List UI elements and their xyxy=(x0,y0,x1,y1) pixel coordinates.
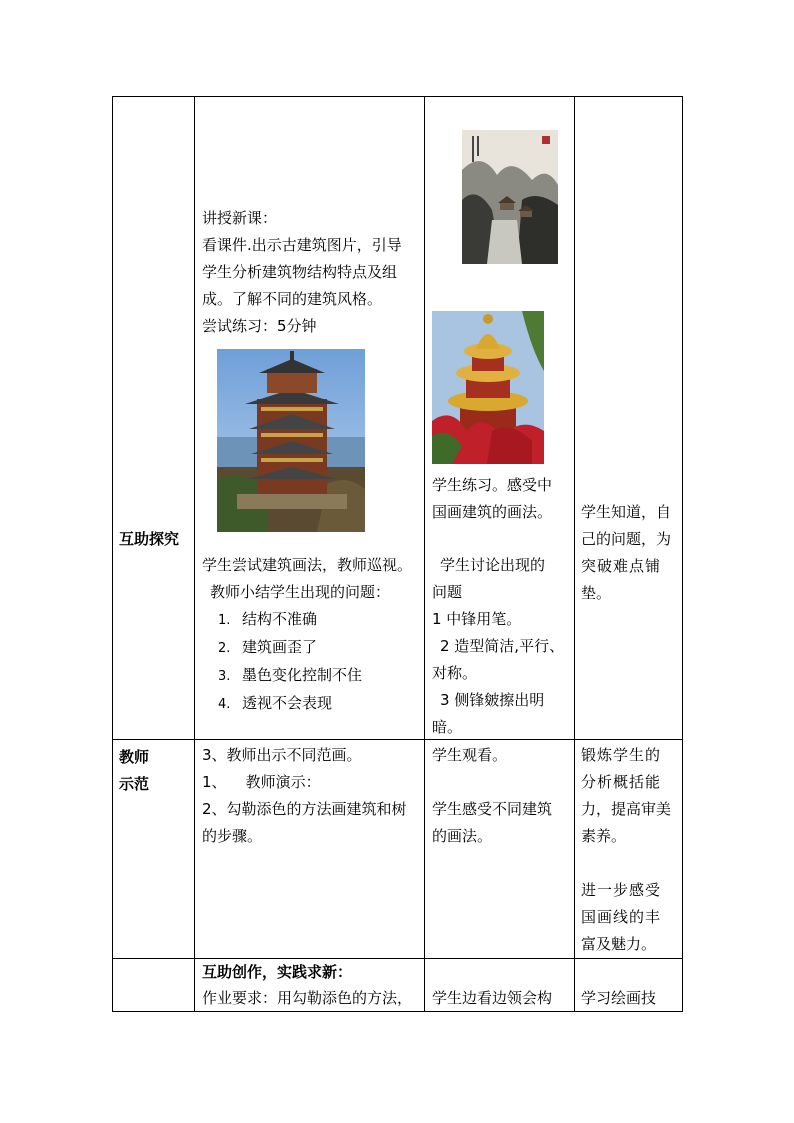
text-line: 的步骤。 xyxy=(202,827,263,845)
text-line: 进一步感受 xyxy=(581,881,662,899)
text-line: 对称。 xyxy=(432,664,478,682)
student-practice-text xyxy=(432,472,552,526)
text-line: 3、教师出示不同范画。 xyxy=(202,746,362,764)
table-row xyxy=(113,740,683,959)
design-intent-text xyxy=(581,499,671,607)
text-line xyxy=(432,769,574,796)
text-line: 1 中锋用笔。 xyxy=(432,610,522,628)
pagoda-photo xyxy=(217,349,365,532)
text-line: 学生练习。感受中 xyxy=(432,476,553,494)
text-line: 作业要求：用勾勒添色的方法， xyxy=(202,989,413,1007)
design-intent-cell xyxy=(575,740,683,959)
design-intent-cell xyxy=(575,97,683,740)
text-line: 素养。 xyxy=(581,827,627,845)
list-item: 3. 墨色变化控制不住 xyxy=(218,666,363,684)
text-line: 学生分析建筑物结构特点及组 xyxy=(202,263,398,281)
text-line: 学生知道，自 xyxy=(581,503,672,521)
text-line: 国画建筑的画法。 xyxy=(432,503,553,521)
teacher-activity-cell xyxy=(195,959,425,1012)
temple-photo xyxy=(432,311,544,464)
teacher-activity-cell xyxy=(195,740,425,959)
text-line: 突破难点铺 xyxy=(581,557,662,575)
ink-landscape-painting xyxy=(462,130,558,264)
student-activity-cell xyxy=(425,740,575,959)
section-cell xyxy=(113,959,195,1012)
list-item: 2. 建筑画歪了 xyxy=(218,638,318,656)
text-line: 尝试练习：5分钟 xyxy=(202,317,317,335)
text-line: 富及魅力。 xyxy=(581,935,657,953)
text-line: 暗。 xyxy=(432,718,463,736)
text-line: 3 侧锋皴擦出明 xyxy=(440,691,545,709)
table-row xyxy=(113,959,683,1012)
text-line: 成。了解不同的建筑风格。 xyxy=(202,290,383,308)
text-line: 学生边看边领会构 xyxy=(432,989,553,1007)
text-line: 2、勾勒添色的方法画建筑和树 xyxy=(202,800,407,818)
text-line: 国画线的丰 xyxy=(581,908,662,926)
text-line: 分析概括能 xyxy=(581,773,662,791)
text-line: 学习绘画技 xyxy=(581,989,657,1007)
list-item: 4. 透视不会表现 xyxy=(218,694,333,712)
lesson-plan-table xyxy=(112,96,683,1012)
table-row xyxy=(113,97,683,740)
text-line: 锻炼学生的 xyxy=(581,746,662,764)
text-line: 互助创作，实践求新： xyxy=(202,963,353,981)
text-line: 学生感受不同建筑 xyxy=(432,800,553,818)
teacher-activity-cell xyxy=(195,97,425,740)
student-activity-cell xyxy=(425,959,575,1012)
text-line xyxy=(581,959,682,985)
section-label: 教师 xyxy=(119,748,150,766)
text-line: 垫。 xyxy=(581,584,612,602)
teacher-practice-text xyxy=(202,552,412,718)
text-line: 2 造型简洁,平行、 xyxy=(440,637,565,655)
teacher-intro-text xyxy=(202,205,402,340)
section-label: 示范 xyxy=(119,775,150,793)
text-line: 的画法。 xyxy=(432,827,493,845)
text-line: 讲授新课： xyxy=(202,209,278,227)
text-line: 教师小结学生出现的问题： xyxy=(210,583,391,601)
text-line: 学生讨论出现的 xyxy=(440,556,546,574)
text-line: 1、 教师演示： xyxy=(202,773,321,791)
text-line xyxy=(581,850,682,877)
student-discussion-text xyxy=(432,552,564,741)
text-line: 学生尝试建筑画法，教师巡视。 xyxy=(202,556,413,574)
text-line: 力，提高审美 xyxy=(581,800,672,818)
design-intent-cell xyxy=(575,959,683,1012)
section-cell xyxy=(113,740,195,959)
text-line: 看课件.出示古建筑图片，引导 xyxy=(202,236,402,254)
problem-list xyxy=(202,606,412,718)
text-line xyxy=(432,959,574,985)
student-activity-cell xyxy=(425,97,575,740)
text-line: 己的问题，为 xyxy=(581,530,672,548)
text-line: 问题 xyxy=(432,583,463,601)
section-cell xyxy=(113,97,195,740)
section-label: 互助探究 xyxy=(119,530,180,548)
list-item: 1. 结构不准确 xyxy=(218,610,318,628)
text-line: 学生观看。 xyxy=(432,746,508,764)
